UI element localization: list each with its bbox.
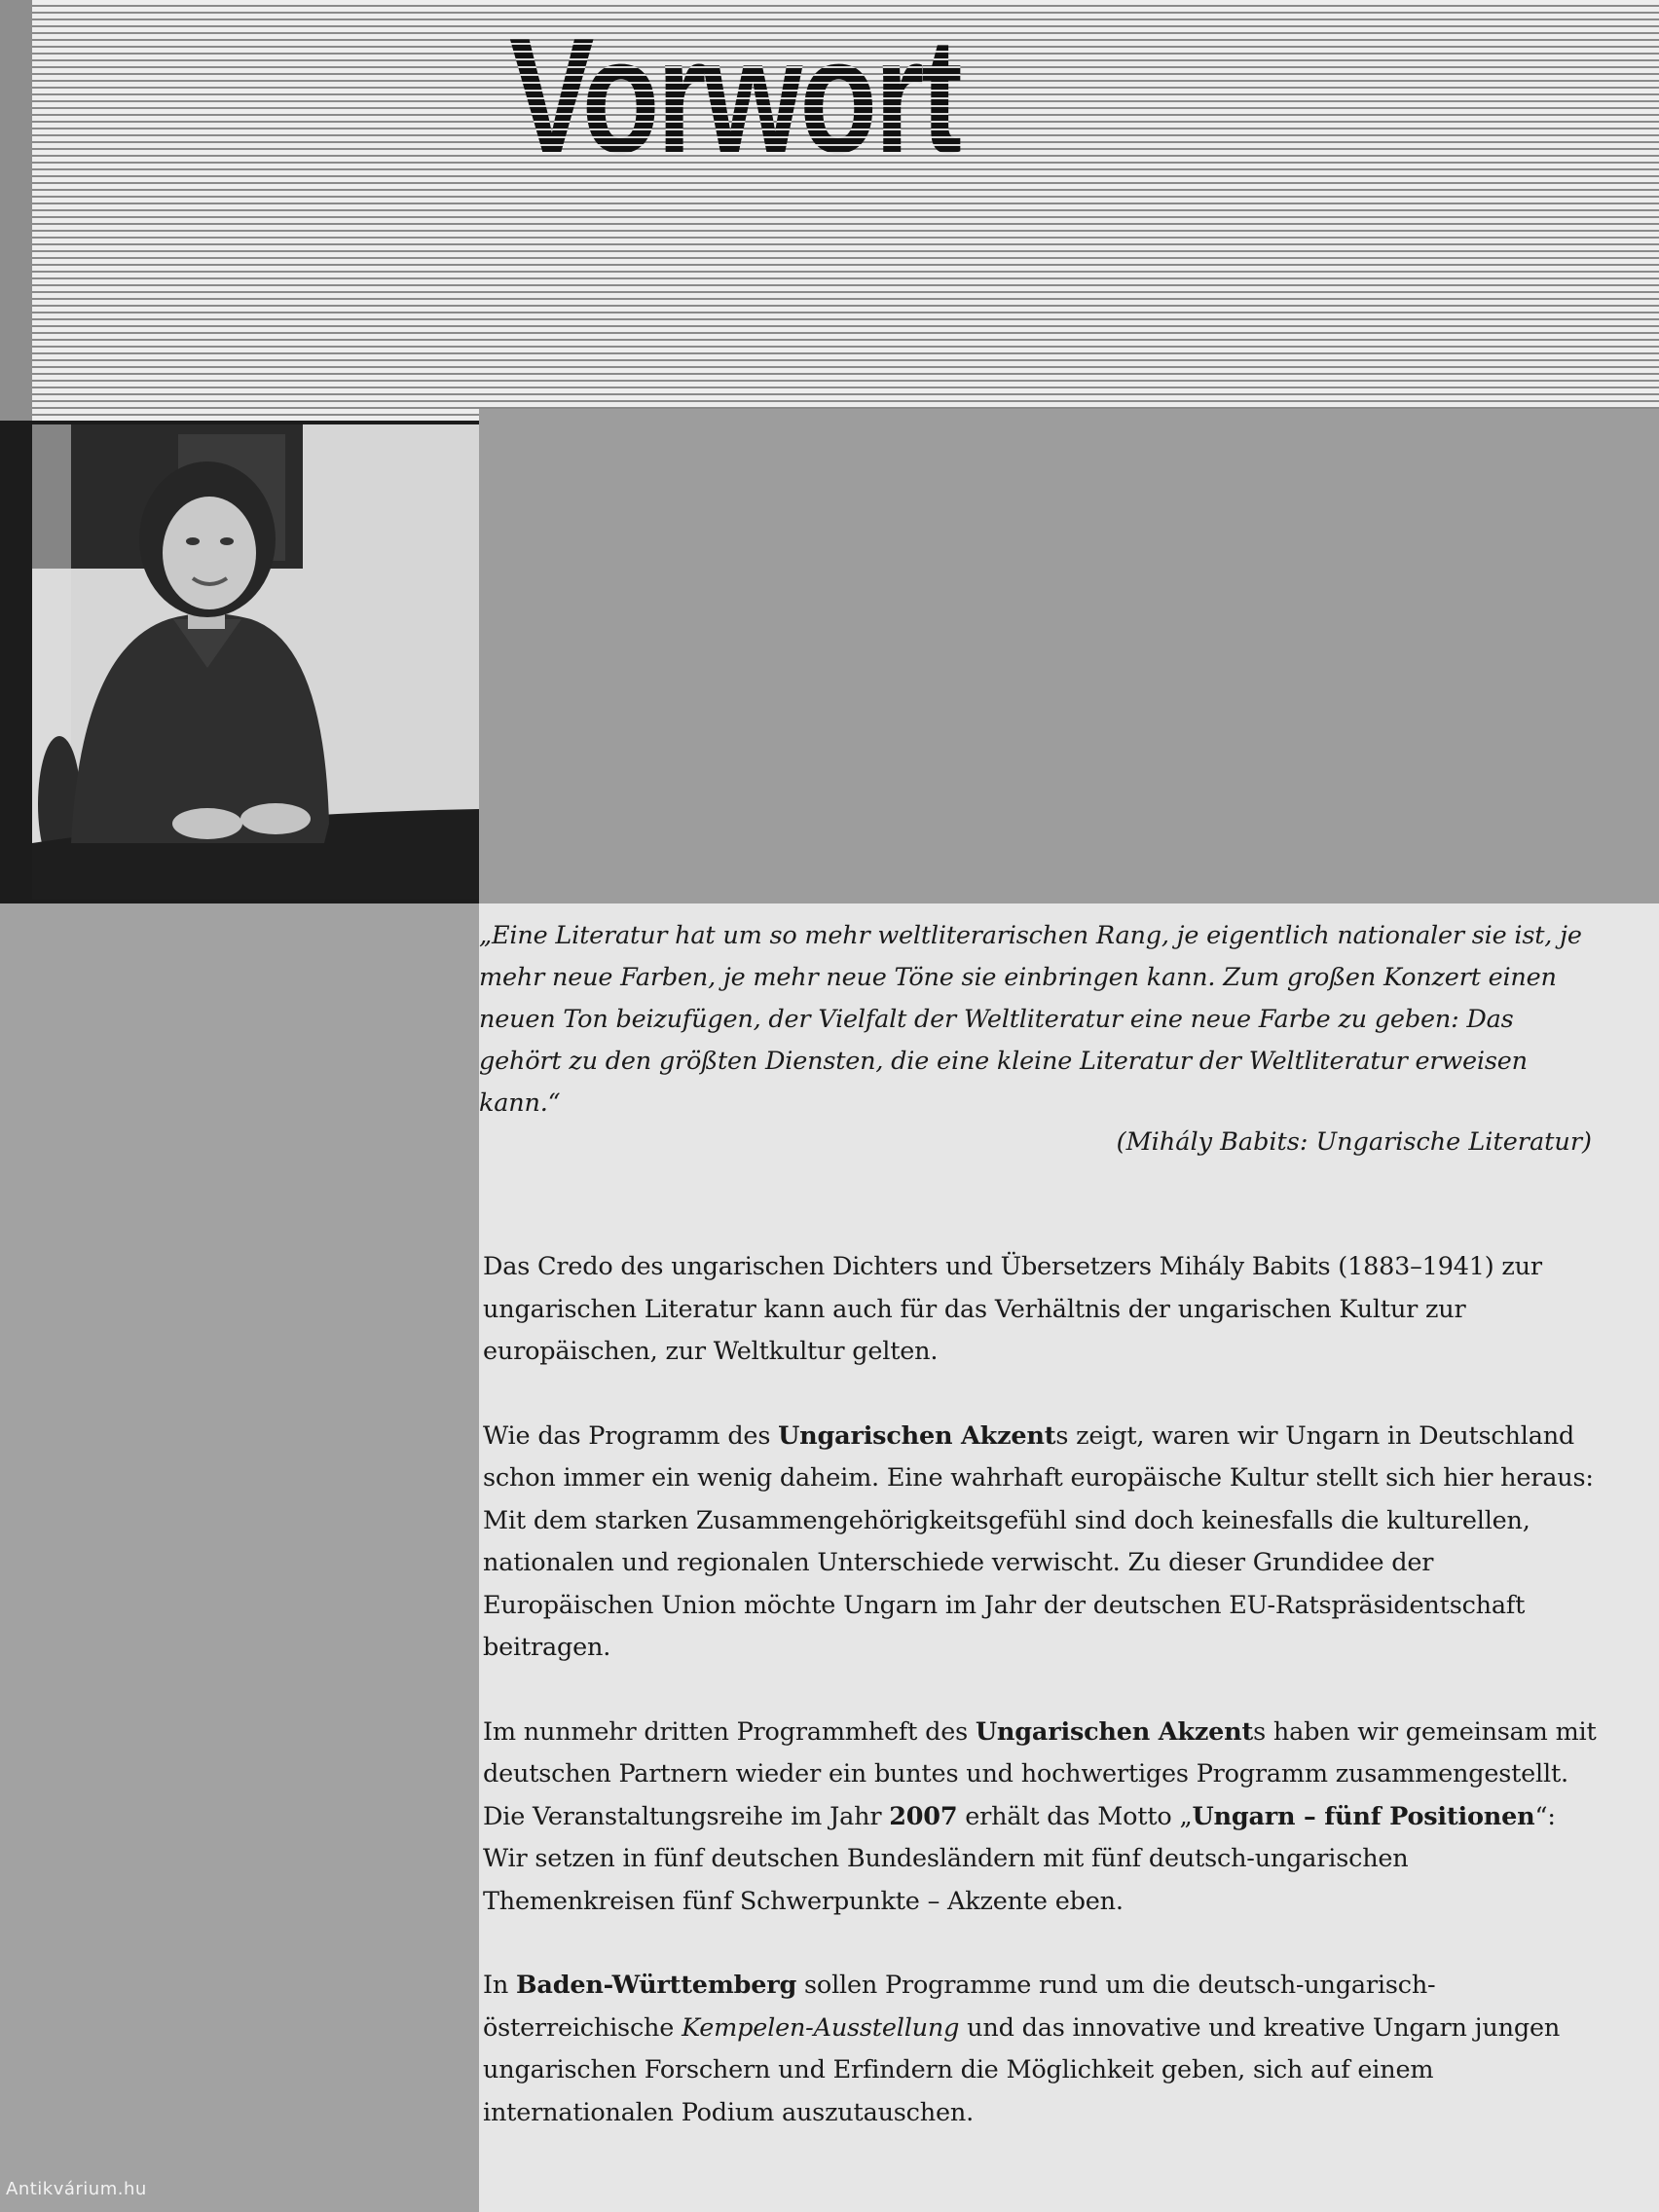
epigraph-source: (Mihály Babits: Ungarische Literatur) <box>1116 1127 1592 1157</box>
paragraph-4-text-3: und das innovative und kreative Ungarn jungen ungarischen Forschern und Erfindern die Möglichkeit geben, sich auf einem internationalen Podium auszutauschen. <box>483 2012 1561 2127</box>
paragraph-3-text-3: erhält das Motto „ <box>957 1801 1193 1831</box>
portrait-photo <box>32 424 479 900</box>
paragraph-2-bold-1: Ungarischen Akzent <box>778 1420 1056 1451</box>
paragraph-3-bold-3: Ungarn – fünf Positionen <box>1192 1801 1535 1831</box>
paragraph-3-text-1: Im nunmehr dritten Programmheft des <box>483 1716 976 1747</box>
left-edge-strip <box>0 0 32 421</box>
paragraph-3 <box>483 1712 1603 1924</box>
paragraph-4-text-2: sollen Programme rund um die deutsch-ungarisch-österreichische <box>483 1971 1436 2043</box>
paragraph-3-text-2: s haben wir gemeinsam mit deutschen Partnern wieder ein buntes und hochwertiges Programm zusammengestellt. Die Veranstaltungsreihe im Jahr <box>483 1716 1597 1831</box>
gray-panel <box>479 409 1659 903</box>
paragraph-1-text: Das Credo des ungarischen Dichters und Übersetzers Mihály Babits (1883–1941) zur ungarischen Literatur kann auch für das Verhältnis der ungarischen Kultur zur europäischen, zur Weltkultur gelten. <box>483 1252 1542 1366</box>
page-title: Vorwort <box>509 4 961 187</box>
paragraph-3-text-4: “: Wir setzen in fünf deutschen Bundesländern mit fünf deutsch-ungarischen Themenkreisen fünf Schwerpunkte – Akzente eben. <box>483 1801 1556 1916</box>
paragraph-4-italic-1: Kempelen-Ausstellung <box>682 2012 960 2043</box>
paragraph-2-text-1: Wie das Programm des <box>483 1420 779 1451</box>
body-text <box>483 1246 1603 2176</box>
paragraph-2-text-2: s zeigt, waren wir Ungarn in Deutschland schon immer ein wenig daheim. Eine wahrhaft europäische Kultur stellt sich hier heraus: Mit dem starken Zusammengehörigkeitsgefühl sind doch keinesfalls die kulturellen, nationalen und regionalen Unterschiede verwischt. Zu dieser Grundidee der Europäischen Union möchte Ungarn im Jahr der deutschen EU-Ratspräsidentschaft beitragen. <box>483 1420 1594 1662</box>
paragraph-4-text-1: In <box>483 1971 517 2000</box>
text-panel <box>479 903 1659 2212</box>
portrait-photo-icon <box>32 424 479 900</box>
paragraph-4-bold-1: Baden-Württemberg <box>516 1971 797 2000</box>
paragraph-2 <box>483 1416 1603 1670</box>
left-sidebar <box>0 903 479 2212</box>
paragraph-4 <box>483 1965 1603 2134</box>
paragraph-1 <box>483 1246 1603 1374</box>
watermark: Antikvárium.hu <box>6 2179 147 2199</box>
epigraph-quote: „Eine Literatur hat um so mehr weltliterarischen Rang, je eigentlich nationaler sie ist, je mehr neue Farben, je mehr neue Töne sie einbringen kann. Zum großen Konzert einen neuen Ton beizufügen, der Vielfalt der Weltliteratur eine neue Farbe zu geben: Das gehört zu den größten Diensten, die eine kleine Literatur der Weltliteratur erweisen kann.“ <box>479 921 1582 1118</box>
paragraph-3-bold-1: Ungarischen Akzent <box>975 1716 1254 1747</box>
paragraph-3-bold-2: 2007 <box>889 1801 958 1831</box>
header-banner <box>32 0 1659 421</box>
